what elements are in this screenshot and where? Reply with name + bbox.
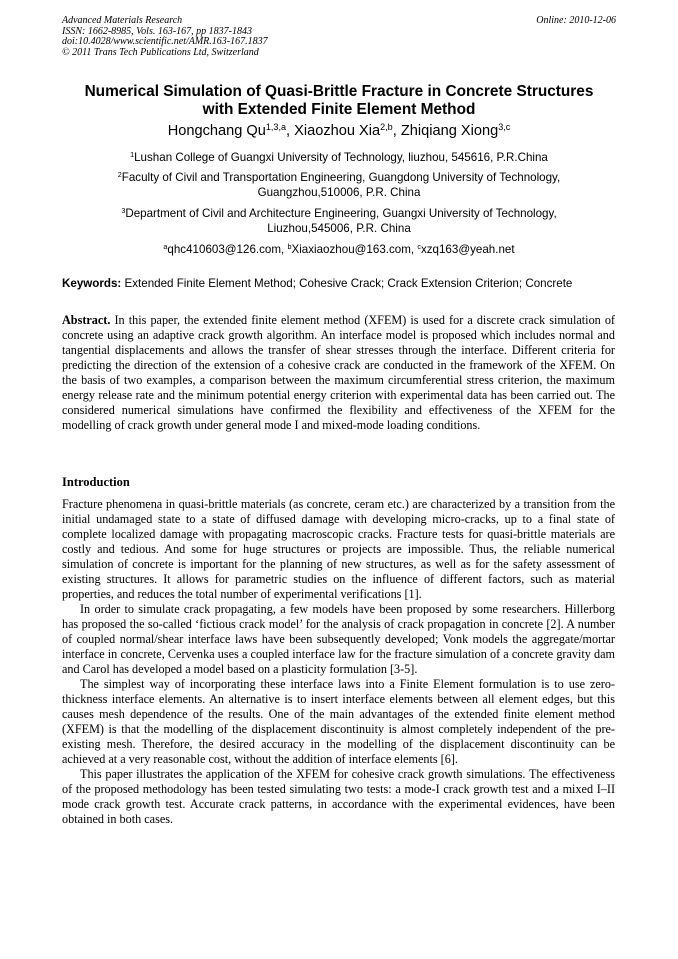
author-affiliation-marker: 3,c [498,122,511,133]
body-paragraph: Fracture phenomena in quasi-brittle materials (as concrete, ceram etc.) are characterized by a transition from the initial undamaged state to a state of diffused damage with developing micro-cracks, up to a final state of complete localized damage with propagating macroscopic cracks. Fracture tests for quasi-brittle materials are costly and tedious. And some for huge structures or projects are impossible. Thus, the reliable numerical simulation of concrete is important for the planning of new structures, as well as for the safety assessment of existing structures. It allows for parametric studies on the influence of different factors, such as material properties, and reduces the total number of experimental verifications [1]. [62,497,615,601]
title-line: with Extended Finite Element Method [202,101,476,118]
author-name: Hongchang Qu [167,123,266,139]
email-list [62,242,616,257]
affiliation-text-line2: Guangzhou,510006, P.R. China [257,186,421,199]
affiliation-marker: 3 [121,206,126,216]
affiliation-3 [62,206,616,236]
section-heading: Introduction [62,475,130,489]
issn-line: ISSN: 1662-8985, Vols. 163-167, pp 1837-1843 [62,25,252,37]
body-paragraph: This paper illustrates the application of the XFEM for cohesive crack growth simulations. The effectiveness of the proposed methodology has been tested simulating two tests: a mode-I crack growth test and a mixed I–II mode crack growth test. Accurate crack patterns, in accordance with the experimental evidences, have been obtained in both cases. [62,767,615,826]
journal-header [62,16,616,58]
title-line: Numerical Simulation of Quasi-Brittle Fracture in Concrete Structures [84,83,594,100]
email-marker: a [163,242,168,252]
body-paragraph: The simplest way of incorporating these interface laws into a Finite Element formulation is to use zero-thickness interface elements. An alternative is to insert interface elements between all element edges, but this causes mesh dependence of the results. One of the main advantages of the extended finite element method (XFEM) is that the modelling of the displacement discontinuity is almost completely independent of the pre-existing mesh. Therefore, the desired accuracy in the modelling of the displacement discontinuity can be achieved at a very reasonable cost, without the addition of interface elements [6]. [62,677,615,766]
author-list [62,122,616,140]
affiliation-marker: 2 [117,170,122,180]
affiliation-text-line2: Liuzhou,545006, P.R. China [267,222,411,235]
affiliation-text: Faculty of Civil and Transportation Engineering, Guangdong University of Technology, [121,171,561,184]
email-marker: b [287,242,292,252]
affiliation-text: Department of Civil and Architecture Engineering, Guangxi University of Technology, [125,207,557,220]
email-address[interactable]: xzq163@yeah.net [420,243,515,256]
author-name: Zhiqiang Xiong [400,123,499,139]
author-affiliation-marker: 2,b [380,122,393,133]
email-marker: c [417,242,421,252]
affiliation-1 [62,150,616,165]
doi-line: doi:10.4028/www.scientific.net/AMR.163-167.1837 [62,36,268,47]
email-address[interactable]: qhc410603@126.com [167,243,282,256]
affiliation-2 [62,170,616,200]
author-name: Xiaozhou Xia [294,123,381,139]
journal-name: Advanced Materials Research [62,15,183,26]
email-address[interactable]: Xiaxiaozhou@163.com [291,243,411,256]
email-separator: , [281,243,288,256]
affiliation-text: Lushan College of Guangxi University of Technology, liuzhou, 545616, P.R.China [134,151,548,164]
body-paragraph: In order to simulate crack propagating, a few models have been proposed by some researchers. Hillerborg has proposed the so-called ‘fictious crack model’ for the analysis of crack propagation in concrete [2]. A number of coupled normal/shear interface laws have been subsequently developed; Vonk models the aggregate/mortar interface in concrete, Cervenka uses a coupled interface law for the fracture simulation of a concrete gravity dam and Carol has developed a model based on a plasticity formulation [3-5]. [62,602,615,676]
email-separator: , [410,243,418,256]
keywords-text: Extended Finite Element Method; Cohesive Crack; Crack Extension Criterion; Concrete [124,277,573,290]
author-affiliation-marker: 1,3,a [265,122,287,133]
abstract-text: In this paper, the extended finite element method (XFEM) is used for a discrete crack simulation of concrete using an adaptive crack growth algorithm. An interface model is proposed which includes normal and tangential displacements and allows the transfer of shear stresses through the interface. Different criteria for predicting the direction of the extension of a cohesive crack are conducted in the framework of the XFEM. On the basis of two examples, a comparison between the maximum circumferential stress criterion, the maximum energy release rate and the minimum potential energy criterion with experimental data has been carried out. The considered numerical simulations have confirmed the flexibility and effectiveness of the XFEM for the modelling of crack growth under general mode I and mixed-mode loading conditions. [62,313,615,432]
paper-title [62,83,616,119]
affiliation-marker: 1 [130,150,135,160]
keywords-label: Keywords: [62,277,122,290]
introduction-body [62,497,615,827]
keywords-line [62,276,622,291]
author-separator: , [286,123,295,139]
copyright-line: © 2011 Trans Tech Publications Ltd, Switzerland [62,46,259,58]
abstract [62,313,615,433]
online-date: Online: 2010-12-06 [536,15,616,26]
abstract-label: Abstract. [62,313,111,327]
author-separator: , [392,123,401,139]
